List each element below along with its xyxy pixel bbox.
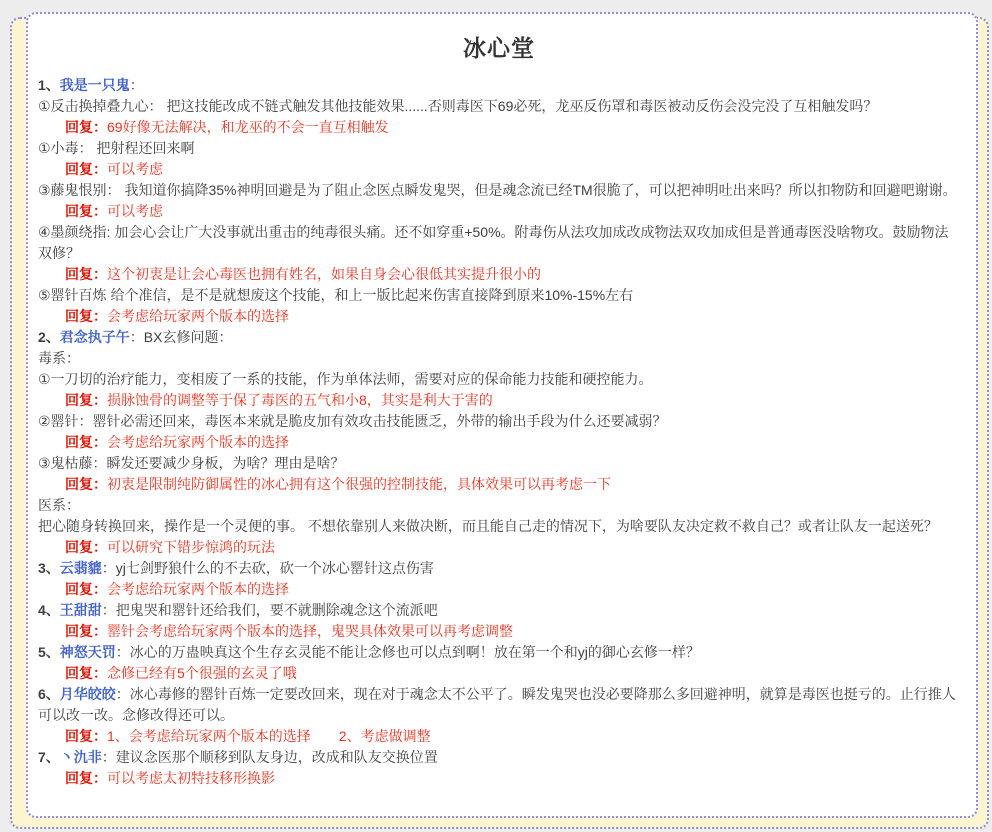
reply-line <box>38 201 960 222</box>
username: 我是一只鬼 <box>59 77 130 93</box>
question-line <box>38 411 960 432</box>
section-number: 1、 <box>38 77 60 93</box>
reply-label: 回复： <box>65 476 107 492</box>
reply-text: 念修已经有5个很强的玄灵了哦 <box>107 665 297 681</box>
username: 神怒天罚 <box>59 644 116 660</box>
reply-text: 可以考虑太初特技移形换影 <box>107 770 275 786</box>
question-text: 把心随身转换回来，操作是一个灵便的事。 不想依靠别人来做决断，而且能自己走的情况下，为啥要队友决定救不救自己？或者让队友一起送死？ <box>38 518 938 534</box>
reply-text: 可以考虑 <box>107 203 163 219</box>
reply-label: 回复： <box>65 539 107 555</box>
reply-text: 可以考虑 <box>107 161 163 177</box>
question-text: ①一刀切的治疗能力，变相废了一系的技能，作为单体法师，需要对应的保命能力技能和硬控能力。 <box>38 371 653 387</box>
question-text: ⑤罂针百炼 给个准信，是不是就想废这个技能，和上一版比起来伤害直接降到原来10%-15%左右 <box>38 287 634 303</box>
section-number: 4、 <box>38 602 60 618</box>
reply-text: 初衷是限制纯防御属性的冰心拥有这个很强的控制技能，具体效果可以再考虑一下 <box>107 476 611 492</box>
reply-text: 1、会考虑给玩家两个版本的选择 2、考虑做调整 <box>107 728 431 744</box>
section-heading <box>38 75 960 96</box>
reply-text: 罂针会考虑给玩家两个版本的选择，鬼哭具体效果可以再考虑调整 <box>107 623 513 639</box>
reply-line <box>38 474 960 495</box>
section-heading <box>38 600 960 621</box>
reply-line <box>38 663 960 684</box>
reply-text: 会考虑给玩家两个版本的选择 <box>107 308 289 324</box>
question-line <box>38 180 960 201</box>
reply-label: 回复： <box>65 728 107 744</box>
reply-text: 可以研究下错步惊鸿的玩法 <box>107 539 275 555</box>
question-line <box>38 369 960 390</box>
username: 王甜甜 <box>59 602 102 618</box>
reply-line <box>38 306 960 327</box>
reply-label: 回复： <box>65 119 107 135</box>
reply-line <box>38 390 960 411</box>
section-question-text: ：建议念医那个顺移到队友身边，改成和队友交换位置 <box>101 749 438 765</box>
question-text: ③鬼枯藤：瞬发还要减少身板，为啥？理由是啥？ <box>38 455 345 471</box>
question-text: ④墨颜绕指: 加会心会让广大没事就出重击的纯毒很头痛。还不如穿重+50%。附毒伤从法攻加成改成物法双攻加成但是普通毒医没啥物攻。鼓励物法双修？ <box>38 224 949 261</box>
section-question-text: ： <box>129 77 144 93</box>
question-line <box>38 138 960 159</box>
reply-text: 损脉蚀骨的调整等于保了毒医的五气和小8，其实是利大于害的 <box>107 392 493 408</box>
username: 君念执子午 <box>59 329 130 345</box>
reply-line <box>38 117 960 138</box>
question-line <box>38 222 960 264</box>
question-text: 医系： <box>38 497 80 513</box>
reply-text: 会考虑给玩家两个版本的选择 <box>107 434 289 450</box>
username: 丶氿非 <box>59 749 102 765</box>
section-heading <box>38 747 960 768</box>
reply-label: 回复： <box>65 623 107 639</box>
reply-line <box>38 159 960 180</box>
reply-line <box>38 537 960 558</box>
reply-label: 回复： <box>65 308 107 324</box>
username: 云翡貔 <box>59 560 102 576</box>
reply-line <box>38 768 960 789</box>
reply-label: 回复： <box>65 434 107 450</box>
reply-label: 回复： <box>65 161 107 177</box>
section-number: 3、 <box>38 560 60 576</box>
reply-line <box>38 432 960 453</box>
section-heading <box>38 327 960 348</box>
reply-line <box>38 579 960 600</box>
reply-line <box>38 264 960 285</box>
reply-label: 回复： <box>65 203 107 219</box>
question-line <box>38 96 960 117</box>
section-number: 6、 <box>38 686 60 702</box>
question-line <box>38 285 960 306</box>
section-question-text: ：yj七剑野狼什么的不去砍，砍一个冰心罂针这点伤害 <box>101 560 434 576</box>
question-text: 毒系： <box>38 350 80 366</box>
question-line <box>38 516 960 537</box>
section-question-text: ：冰心的万蛊映真这个生存玄灵能不能让念修也可以点到啊！放在第一个和yj的御心玄修一样？ <box>115 644 700 660</box>
reply-label: 回复： <box>65 392 107 408</box>
section-heading <box>38 558 960 579</box>
reply-label: 回复： <box>65 266 107 282</box>
section-question-text: ：冰心毒修的罂针百炼一定要改回来，现在对于魂念太不公平了。瞬发鬼哭也没必要降那么多回避神明，就算是毒医也挺亏的。止行推人可以改一改。念修改得还可以。 <box>38 686 956 723</box>
question-line <box>38 453 960 474</box>
section-heading <box>38 642 960 663</box>
question-text: ③藤鬼恨别： 我知道你搞降35%神明回避是为了阻止念医点瞬发鬼哭，但是魂念流已经TM很脆了，可以把神明吐出来吗？所以扣物防和回避吧谢谢。 <box>38 182 957 198</box>
reply-text: 69好像无法解决，和龙巫的不会一直互相触发 <box>107 119 389 135</box>
reply-text: 会考虑给玩家两个版本的选择 <box>107 581 289 597</box>
reply-label: 回复： <box>65 665 107 681</box>
reply-text: 这个初衷是让会心毒医也拥有姓名，如果自身会心很低其实提升很小的 <box>107 266 541 282</box>
page-title: 冰心堂 <box>463 35 535 61</box>
question-text: ①小毒： 把射程还回来啊 <box>38 140 195 156</box>
section-number: 5、 <box>38 644 60 660</box>
question-text: ①反击换掉叠九心： 把这技能改成不链式触发其他技能效果......否则毒医下69必死，龙巫反伤罩和毒医被动反伤会没完没了互相触发吗？ <box>38 98 878 114</box>
content-panel <box>26 12 978 818</box>
section-number: 2、 <box>38 329 60 345</box>
question-line <box>38 495 960 516</box>
question-line <box>38 348 960 369</box>
qa-list <box>38 75 960 789</box>
reply-label: 回复： <box>65 581 107 597</box>
username: 月华皎皎 <box>59 686 116 702</box>
reply-line <box>38 621 960 642</box>
reply-line <box>38 726 960 747</box>
section-question-text: ：BX玄修问题： <box>129 329 233 345</box>
section-number: 7、 <box>38 749 60 765</box>
reply-label: 回复： <box>65 770 107 786</box>
section-heading <box>38 684 960 726</box>
question-text: ②罂针：罂针必需还回来，毒医本来就是脆皮加有效攻击技能匮乏，外带的输出手段为什么还要减弱？ <box>38 413 667 429</box>
section-question-text: ：把鬼哭和罂针还给我们，要不就删除魂念这个流派吧 <box>101 602 438 618</box>
